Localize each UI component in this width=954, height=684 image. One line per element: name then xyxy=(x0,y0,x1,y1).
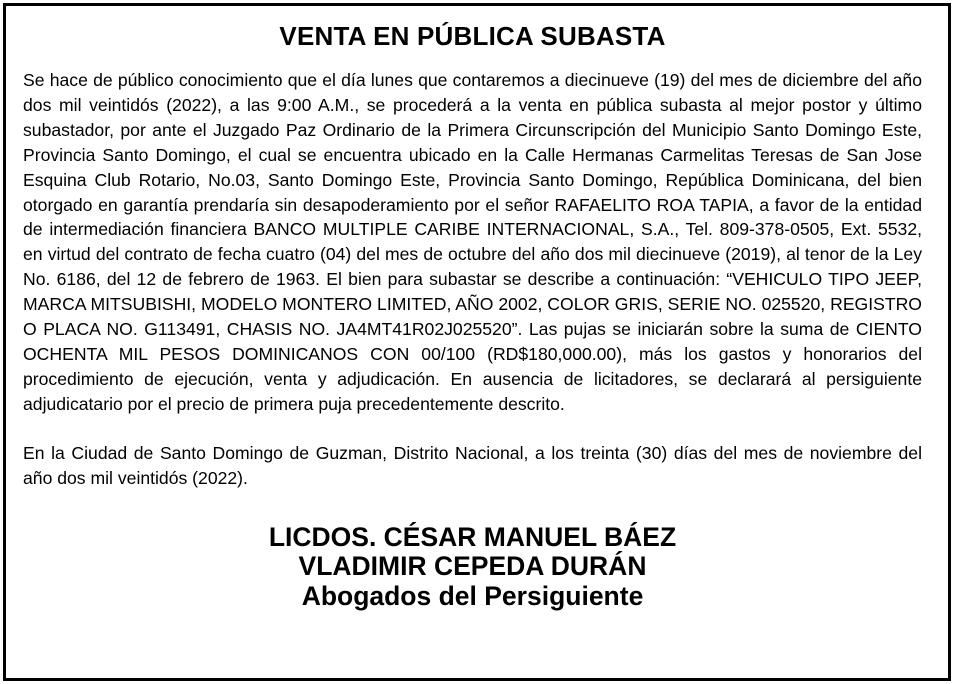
notice-title: VENTA EN PÚBLICA SUBASTA xyxy=(279,21,666,51)
notice-closing-paragraph: En la Ciudad de Santo Domingo de Guzman, Distrito Nacional, a los treinta (30) días del mes de noviembre del año dos mil veintidós (2022). xyxy=(23,442,922,488)
legal-notice xyxy=(3,3,951,681)
notice-body-paragraph: Se hace de público conocimiento que el día lunes que contaremos a diecinueve (19) del mes de diciembre del año dos mil veintidós (2022), a las 9:00 A.M., se procederá a la venta en pública subasta al mejor postor y último subastador, por ante el Juzgado Paz Ordinario de la Primera Circunscripción del Municipio Santo Domingo Este, Provincia Santo Domingo, el cual se encuentra ubicado en la Calle Hermanas Carmelitas Teresas de San Jose Esquina Club Rotario, No.03, Santo Domingo Este, Provincia Santo Domingo, República Dominicana, del bien otorgado en garantía prendaría sin desapoderamiento por el señor RAFAELITO ROA TAPIA, a favor de la entidad de intermediación financiera BANCO MULTIPLE CARIBE INTERNACIONAL, S.A., Tel. 809-378-0505, Ext. 5532, en virtud del contrato de fecha cuatro (04) del mes de octubre del año dos mil diecinueve (2019), al tenor de la Ley No. 6186, del 12 de febrero de 1963. El bien para subastar se describe a continuación: “VEHICULO TIPO JEEP, MARCA MITSUBISHI, MODELO MONTERO LIMITED, AÑO 2002, COLOR GRIS, SERIE NO. 025520, REGISTRO O PLACA NO. G113491, CHASIS NO. JA4MT41R02J025520”. Las pujas se iniciarán sobre la suma de CIENTO OCHENTA MIL PESOS DOMINICANOS CON 00/100 (RD$180,000.00), más los gastos y honorarios del procedimiento de ejecución, venta y adjudicación. En ausencia de licitadores, se declarará al persiguiente adjudicatario por el precio de primera puja precedentemente descrito. xyxy=(23,70,922,414)
signature-block xyxy=(23,523,922,612)
signature-role: Abogados del Persiguiente xyxy=(301,580,644,611)
signature-lawyers-line-1: LICDOS. CÉSAR MANUEL BÁEZ xyxy=(268,521,677,552)
signature-lawyers-line-2: VLADIMIR CEPEDA DURÁN xyxy=(298,551,647,581)
